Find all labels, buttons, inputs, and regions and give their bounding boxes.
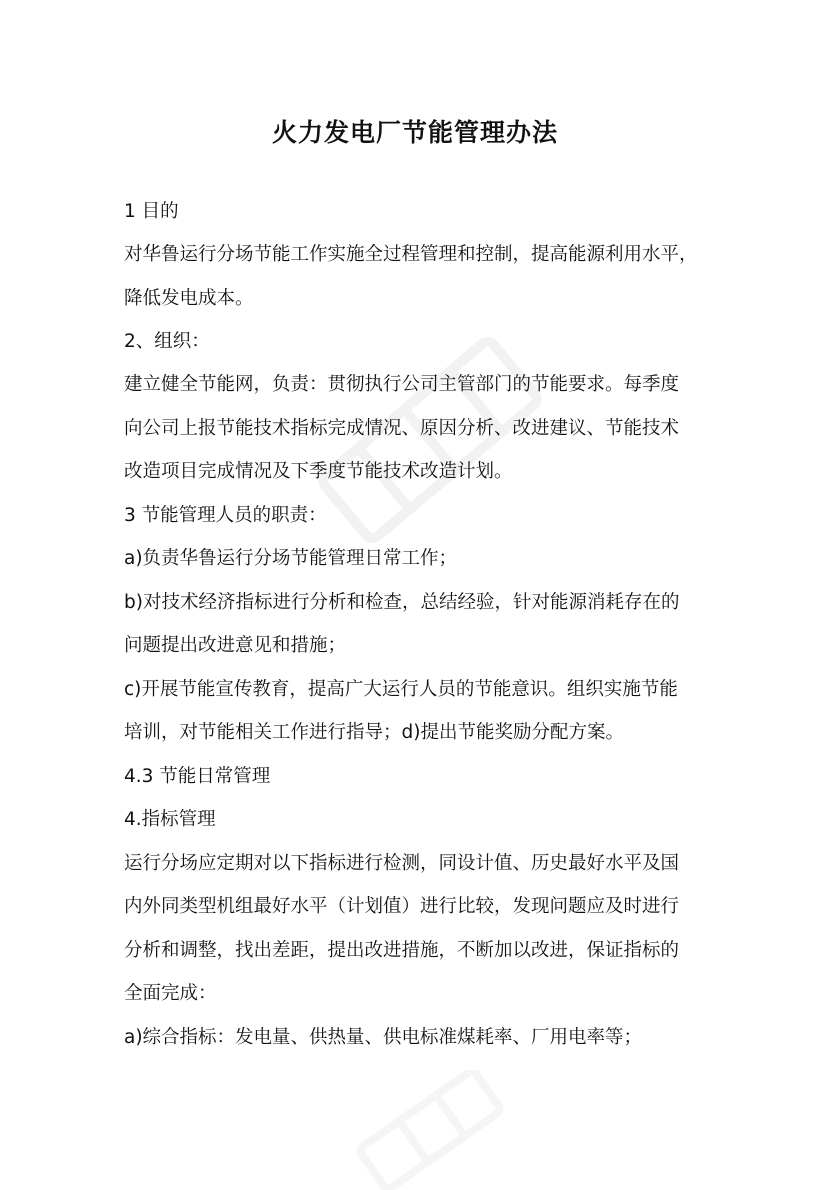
paragraph-line: b)对技术经济指标进行分析和检查，总结经验，针对能源消耗存在的 — [124, 592, 680, 613]
paragraph-line: 培训，对节能相关工作进行指导；d)提出节能奖励分配方案。 — [124, 722, 624, 743]
paragraph-line: 对华鲁运行分场节能工作实施全过程管理和控制，提高能源利用水平， — [124, 244, 698, 265]
paragraph-line: 建立健全节能网，负责：贯彻执行公司主管部门的节能要求。每季度 — [124, 374, 680, 395]
paragraph-line: 分析和调整，找出差距，提出改进措施，不断加以改进，保证指标的 — [124, 940, 680, 961]
paragraph-line: a)综合指标：发电量、供热量、供电标准煤耗率、厂用电率等； — [124, 1027, 643, 1048]
paragraph-line: 问题提出改进意见和措施； — [124, 635, 347, 656]
section-heading: 4.3 节能日常管理 — [124, 766, 271, 787]
section-heading: 1 目的 — [124, 201, 179, 222]
section-heading: 4.指标管理 — [124, 809, 216, 830]
paragraph-line: 降低发电成本。 — [124, 288, 254, 309]
section-heading: 2、组织： — [124, 331, 210, 352]
paragraph-line: 改造项目完成情况及下季度节能技术改造计划。 — [124, 461, 513, 482]
document-title: 火力发电厂节能管理办法 — [271, 118, 558, 147]
paragraph-line: a)负责华鲁运行分场节能管理日常工作； — [124, 548, 458, 569]
paragraph-line: 运行分场应定期对以下指标进行检测，同设计值、历史最好水平及国 — [124, 853, 680, 874]
paragraph-line: 向公司上报节能技术指标完成情况、原因分析、改进建议、节能技术 — [124, 418, 680, 439]
paragraph-line: 内外同类型机组最好水平（计划值）进行比较，发现问题应及时进行 — [124, 896, 680, 917]
paragraph-line: c)开展节能宣传教育，提高广大运行人员的节能意识。组织实施节能 — [124, 679, 678, 700]
section-heading: 3 节能管理人员的职责： — [124, 505, 327, 526]
paragraph-line: 全面完成： — [124, 983, 217, 1004]
watermark-icon — [330, 1070, 530, 1190]
